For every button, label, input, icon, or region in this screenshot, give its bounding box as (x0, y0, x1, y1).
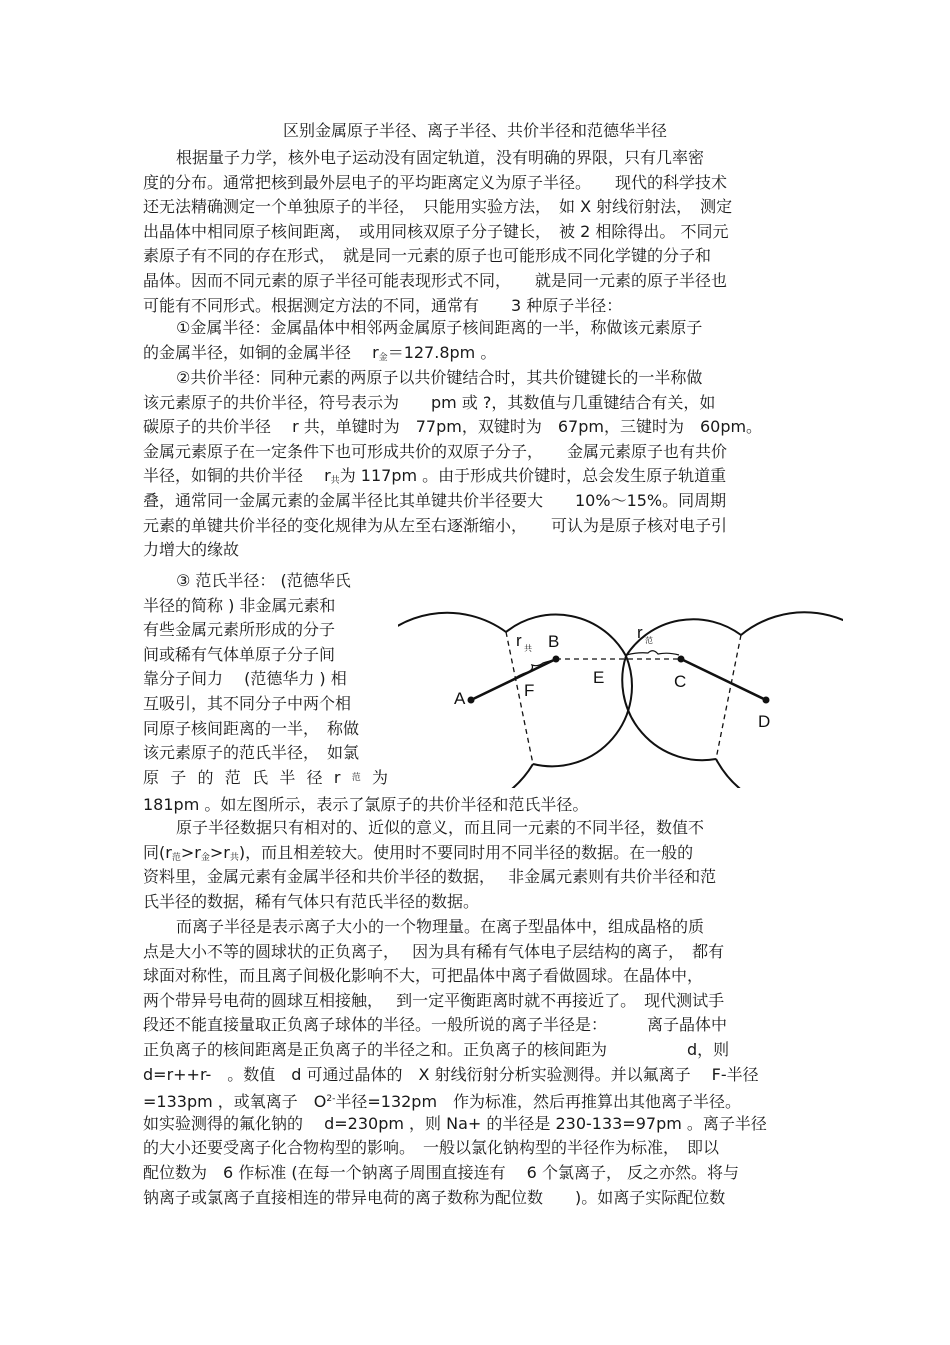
label-r-covalent-sub: 共 (524, 644, 532, 653)
text-line: 还无法精确测定一个单独原子的半径， 只能用实验方法， 如 X 射线衍射法， 测定 (143, 197, 733, 217)
text-line: 如实验测得的氟化钠的 d=230pm ，则 Na+ 的半径是 230-133=97pm 。离子半径 (143, 1113, 767, 1133)
text-line: 叠，通常同一金属元素的金属半径比其单键共价半径要大 10%～15%。同周期 (143, 490, 727, 510)
subscript: 范 (171, 852, 181, 863)
text-line: ③ 范氏半径： (范德华氏 (176, 571, 351, 590)
paragraph-ionic-radius (143, 915, 813, 1210)
document-title: 区别金属原子半径、离子半径、共价半径和范德华半径 (282, 121, 667, 140)
paragraph-metallic-radius (143, 316, 813, 365)
text-line: 正负离子的核间距离是正负离子的半径之和。正负离子的核间距为 d，则 (143, 1039, 730, 1059)
text-run: =133pm ，或氧离子 O (143, 1092, 327, 1112)
text-line: 该元素原子的共价半径，符号表示为 pm 或 ?，其数值与几重键结合有关，如 (143, 392, 716, 412)
text-line: 根据量子力学，核外电子运动没有固定轨道，没有明确的界限，只有几率密 (176, 148, 705, 167)
label-d: D (758, 712, 771, 731)
text-line: 可能有不同形式。根据测定方法的不同，通常有 3 种原子半径： (143, 295, 623, 315)
text-line: 有些金属元素所形成的分子 (143, 620, 336, 640)
label-f: F (524, 681, 535, 700)
text-run: 为 (371, 767, 388, 787)
atom-circle-a (398, 613, 533, 788)
text-line: 资料里，金属元素有金属半径和共价半径的数据， 非金属元素则有共价半径和范 (143, 867, 717, 887)
superscript: 2- (326, 1094, 336, 1105)
text-line: 力增大的缘故 (143, 540, 240, 560)
nucleus-d (763, 697, 770, 704)
text-line: 氏半径的数据，稀有气体只有范氏半径的数据。 (143, 891, 480, 911)
text-line: 而离子半径是表示离子大小的一个物理量。在离子型晶体中，组成晶格的质 (176, 917, 705, 936)
text-line: 点是大小不等的圆球状的正负离子， 因为具有稀有气体电子层结构的离子， 都有 (143, 941, 725, 961)
nucleus-a (468, 697, 475, 704)
text-line: 该元素原子的范氏半径， 如氯 (143, 743, 360, 763)
text-line: 出晶体中相同原子核间距离， 或用同核双原子分子键长， 被 2 相除得出。 不同元 (143, 221, 729, 241)
text-run: 同(r (143, 842, 172, 862)
text-run: 子 (170, 767, 187, 787)
label-b: B (548, 632, 560, 651)
text-run: 氏 (252, 767, 269, 787)
paragraph-vdw-radius (143, 569, 388, 790)
text-line: 靠分子间力 (范德华力 ) 相 (143, 669, 347, 689)
subscript: 金 (200, 852, 210, 863)
text-run: 半 (279, 767, 296, 787)
nucleus-c (678, 656, 685, 663)
label-e: E (593, 668, 605, 687)
label-r-covalent: r (516, 631, 522, 650)
paragraph-vdw-value (143, 793, 813, 818)
text-line: d=r++r- 。数值 d 可通过晶体的 X 射线衍射分析实验测得。并以氟离子 F-半径 (143, 1064, 759, 1084)
paragraph-radius-comparison (143, 816, 813, 914)
label-a: A (454, 689, 466, 708)
text-run: r (333, 767, 341, 787)
chlorine-radius-diagram (398, 583, 843, 788)
subscript: 金 (378, 352, 388, 363)
text-line: 度的分布。通常把核到最外层电子的平均距离定义为原子半径。 现代的科学技术 (143, 172, 728, 192)
text-line: 段还不能直接量取正负离子球体的半径。一般所说的离子半径是： 离子晶体中 (143, 1015, 728, 1035)
text-run: 径 (306, 767, 323, 787)
text-run: 的 (197, 767, 214, 787)
contact-line-right (716, 635, 741, 759)
diagram-svg (398, 583, 843, 788)
text-run: 半径，如铜的共价半径 r (143, 466, 331, 486)
text-run: )，而且相差较大。使用时不要同时用不同半径的数据。在一般的 (238, 842, 694, 862)
text-line: 碳原子的共价半径 r 共，单键时为 77pm，双键时为 67pm，三键时为 60pm。 (143, 417, 763, 437)
text-run: 原 (143, 767, 160, 787)
text-run: ＝127.8pm 。 (387, 342, 497, 362)
text-run: 为 117pm 。由于形成共价键时，总会发生原子轨道重 (339, 466, 727, 486)
text-line: 间或稀有气体单原子分子间 (143, 644, 336, 664)
text-run: 的金属半径，如铜的金属半径 r (143, 342, 379, 362)
text-run: >r (209, 842, 230, 862)
text-line: 金属元素原子在一定条件下也可形成共价的双原子分子， 金属元素原子也有共价 (143, 441, 728, 461)
paragraph-atomic-radius-intro (143, 146, 813, 318)
text-line: ②共价半径：同种元素的两原子以共价键结合时，其共价键键长的一半称做 (176, 368, 703, 387)
label-c: C (674, 672, 687, 691)
text-line: 原子半径数据只有相对的、近似的意义，而且同一元素的不同半径，数值不 (176, 818, 705, 837)
label-r-vdw-sub: 范 (645, 636, 653, 645)
text-line (143, 1087, 813, 1112)
text-line: 元素的单键共价半径的变化规律为从左至右逐渐缩小， 可认为是原子核对电子引 (143, 515, 728, 535)
text-line (143, 841, 813, 866)
text-line: ①金属半径：金属晶体中相邻两金属原子核间距离的一半，称做该元素原子 (176, 318, 703, 337)
text-line: 素原子有不同的存在形式， 就是同一元素的原子也可能形成不同化学键的分子和 (143, 246, 712, 266)
text-line: 的大小还要受离子化合物构型的影响。 一般以氯化钠构型的半径作为标准， 即以 (143, 1138, 720, 1158)
paragraph-covalent-radius (143, 366, 813, 563)
brace-r-vdw (626, 651, 679, 655)
text-line: 互吸引，其不同分子中两个相 (143, 693, 352, 713)
text-line: 晶体。因而不同元素的原子半径可能表现形式不同， 就是同一元素的原子半径也 (143, 270, 728, 290)
nucleus-b (553, 656, 560, 663)
atom-circle-d (716, 612, 843, 788)
text-line: 同原子核间距离的一半， 称做 (143, 718, 360, 738)
text-line: 181pm 。如左图所示，表示了氯原子的共价半径和范氏半径。 (143, 795, 589, 814)
text-line: 配位数为 6 作标准 (在每一个钠离子周围直接连有 6 个氯离子， 反之亦然。将与 (143, 1162, 740, 1182)
subscript: 共 (229, 852, 239, 863)
text-line: 半径的简称 ) 非金属元素和 (143, 595, 336, 615)
text-line: 钠离子或氯离子直接相连的带异电荷的离子数称为配位数 )。如离子实际配位数 (143, 1187, 726, 1207)
text-run: >r (180, 842, 201, 862)
text-line (143, 341, 813, 366)
text-run: 范 (224, 767, 241, 787)
text-line: 两个带异号电荷的圆球互相接触， 到一定平衡距离时就不再接近了。 现代测试手 (143, 990, 725, 1010)
text-line (143, 766, 388, 791)
subscript: 范 (351, 772, 361, 783)
text-run: 半径=132pm 作为标准，然后再推算出其他离子半径。 (335, 1092, 742, 1112)
label-r-vdw: r (637, 623, 643, 642)
atom-c-to-d-line (681, 659, 766, 700)
subscript: 共 (330, 476, 340, 487)
text-line: 球面对称性，而且离子间极化影响不大，可把晶体中离子看做圆球。在晶体中， (143, 966, 704, 986)
text-line (143, 464, 813, 489)
